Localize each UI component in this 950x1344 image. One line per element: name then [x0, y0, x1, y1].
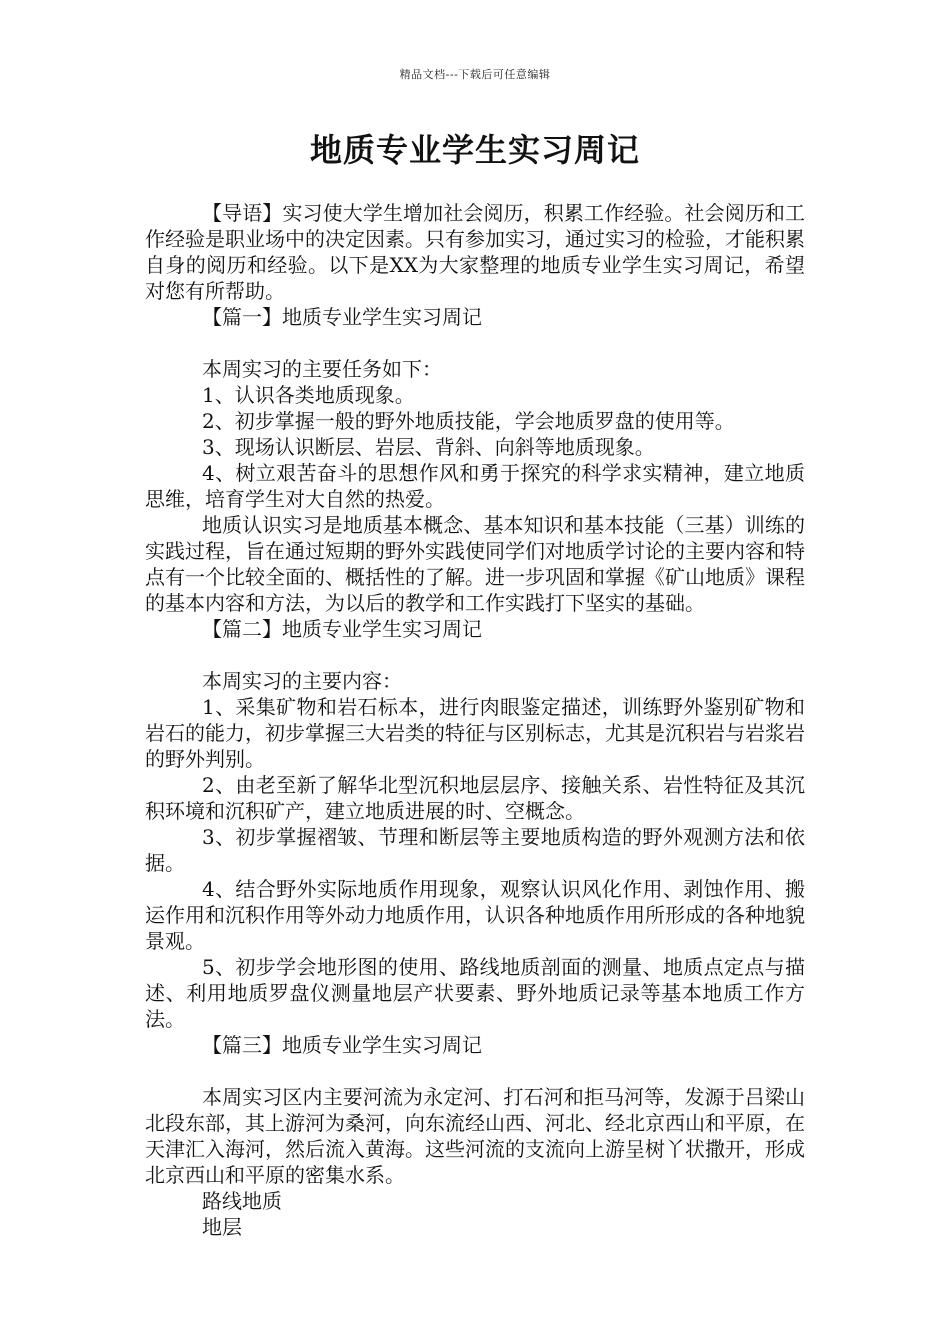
paragraph-spacer	[145, 642, 805, 668]
body-paragraph: 5、初步学会地形图的使用、路线地质剖面的测量、地质点定点与描述、利用地质罗盘仪测量地层产状要素、野外地质记录等基本地质工作方法。	[145, 955, 805, 1031]
document-body	[145, 200, 805, 1240]
paragraph-spacer	[145, 330, 805, 356]
body-paragraph: 地层	[202, 1215, 242, 1239]
body-paragraph: 2、由老至新了解华北型沉积地层层序、接触关系、岩性特征及其沉积环境和沉积矿产，建立地质进展的时、空概念。	[145, 773, 805, 823]
paragraph-spacer	[145, 1058, 805, 1084]
body-paragraph: 本周实习的主要任务如下：	[202, 357, 442, 381]
body-paragraph: 4、结合野外实际地质作用现象，观察认识风化作用、剥蚀作用、搬运作用和沉积作用等外动力地质作用，认识各种地质作用所形成的各种地貌景观。	[145, 877, 805, 953]
body-paragraph: 1、采集矿物和岩石标本，进行肉眼鉴定描述，训练野外鉴别矿物和岩石的能力，初步掌握三大岩类的特征与区别标志，尤其是沉积岩与岩浆岩的野外判别。	[145, 695, 805, 771]
header-note: 精品文档---下载后可任意编辑	[399, 68, 551, 81]
body-paragraph: 1、认识各类地质现象。	[202, 383, 415, 407]
body-paragraph: 3、初步掌握褶皱、节理和断层等主要地质构造的野外观测方法和依据。	[145, 825, 805, 875]
body-paragraph: 【导语】实习使大学生增加社会阅历，积累工作经验。社会阅历和工作经验是职业场中的决定因素。只有参加实习，通过实习的检验，才能积累自身的阅历和经验。以下是XX为大家整理的地质专业学生实习周记，希望对您有所帮助。	[145, 201, 805, 303]
body-paragraph: 本周实习的主要内容：	[202, 669, 402, 693]
body-paragraph: 4、树立艰苦奋斗的思想作风和勇于探究的科学求实精神，建立地质思维，培育学生对大自然的热爱。	[145, 461, 805, 511]
body-paragraph: 3、现场认识断层、岩层、背斜、向斜等地质现象。	[202, 435, 655, 459]
body-paragraph: 路线地质	[202, 1189, 282, 1213]
section-heading: 【篇一】地质专业学生实习周记	[202, 305, 482, 329]
body-paragraph: 地质认识实习是地质基本概念、基本知识和基本技能（三基）训练的实践过程，旨在通过短期的野外实践使同学们对地质学讨论的主要内容和特点有一个比较全面的、概括性的了解。进一步巩固和掌握《矿山地质》课程的基本内容和方法，为以后的教学和工作实践打下坚实的基础。	[145, 513, 805, 615]
document-title: 地质专业学生实习周记	[309, 131, 640, 169]
body-paragraph: 2、初步掌握一般的野外地质技能，学会地质罗盘的使用等。	[202, 409, 735, 433]
section-heading: 【篇三】地质专业学生实习周记	[202, 1033, 482, 1057]
section-heading: 【篇二】地质专业学生实习周记	[202, 617, 482, 641]
body-paragraph: 本周实习区内主要河流为永定河、打石河和拒马河等，发源于吕梁山北段东部，其上游河为桑河，向东流经山西、河北、经北京西山和平原，在天津汇入海河，然后流入黄海。这些河流的支流向上游呈树丫状撒开，形成北京西山和平原的密集水系。	[145, 1085, 805, 1187]
